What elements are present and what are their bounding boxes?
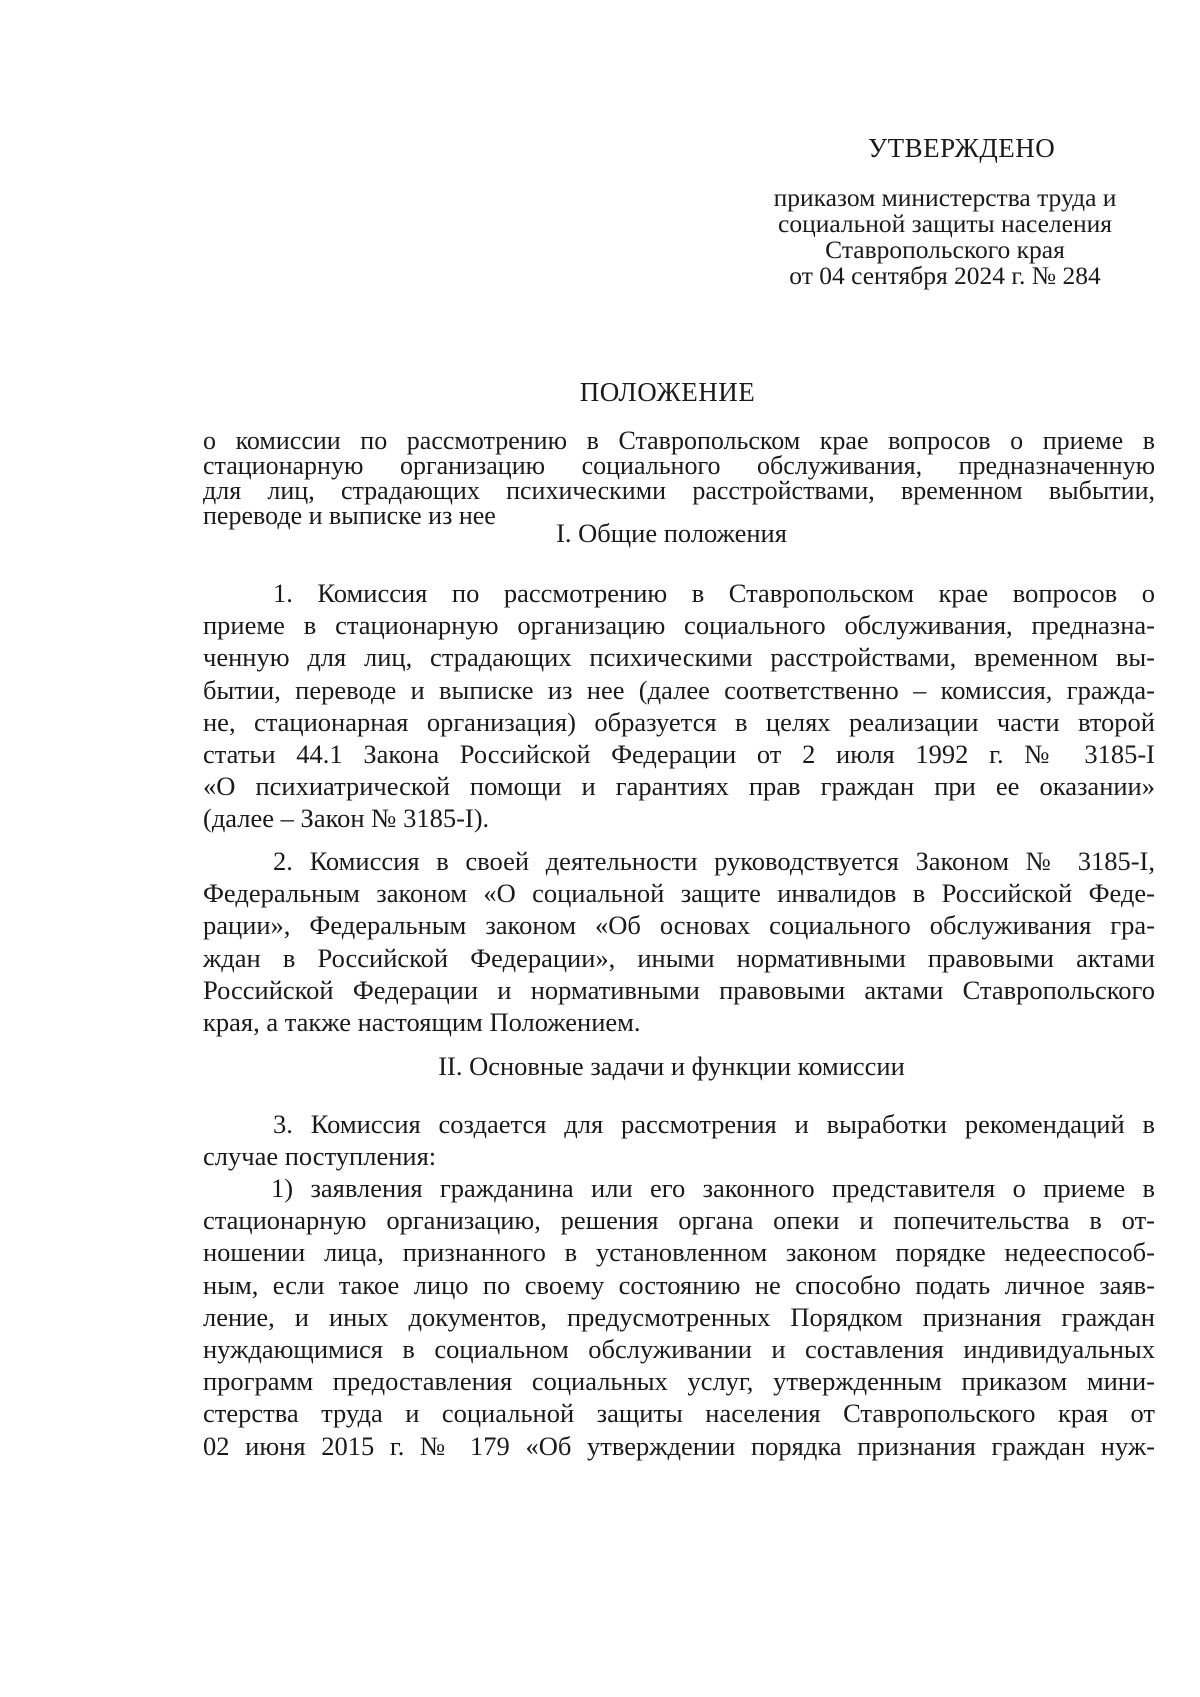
paragraph-line: (далее – Закон № 3185-I). <box>203 803 490 834</box>
paragraph-line: 1. Комиссия по рассмотрению в Ставропольском крае вопросов о <box>273 578 1155 608</box>
paragraph-line: нуждающимися в социальном обслуживании и составления индивидуальных <box>203 1334 1155 1365</box>
paragraph-line: стерства труда и социальной защиты населения Ставропольского края от <box>203 1398 1155 1429</box>
paragraph-line: не, стационарная организация) образуется в целях реализации части второй <box>203 706 1155 737</box>
paragraph-line: программ предоставления социальных услуг, утвержденным приказом мини- <box>203 1366 1155 1397</box>
paragraph-line: ношении лица, признанного в установленном законом порядке недееспособ- <box>203 1237 1155 1268</box>
paragraph-line: случае поступления: <box>203 1141 437 1172</box>
document-subtitle <box>203 428 1155 528</box>
document-title: ПОЛОЖЕНИЕ <box>579 377 756 407</box>
subtitle-line: переводе и выписке из нее <box>203 501 496 530</box>
paragraph-line: ждан в Российской Федерации», иными нормативными правовыми актами <box>203 942 1155 973</box>
paragraph-line: стационарную организацию, решения органа опеки и попечительства в от- <box>203 1205 1155 1236</box>
paragraph-line: «О психиатрической помощи и гарантиях прав граждан при ее оказании» <box>203 771 1155 802</box>
paragraph-line: приеме в стационарную организацию социального обслуживания, предназна- <box>203 610 1155 641</box>
paragraph-line: ченную для лиц, страдающих психическими расстройствами, временном вы- <box>203 642 1155 673</box>
paragraph-line: ным, если такое лицо по своему состоянию не способно подать личное заяв- <box>203 1269 1155 1300</box>
paragraph-line: 2. Комиссия в своей деятельности руководствуется Законом № 3185-I, <box>273 846 1155 876</box>
approval-line: социальной защиты населения <box>778 209 1112 238</box>
paragraph-line: Российской Федерации и нормативными правовыми актами Ставропольского <box>203 974 1155 1005</box>
section-heading-general: I. Общие положения <box>556 518 787 548</box>
subtitle-line: о комиссии по рассмотрению в Ставропольском крае вопросов о приеме в <box>203 426 1155 455</box>
section-heading-tasks: II. Основные задачи и функции комиссии <box>438 1051 905 1081</box>
paragraph-line: 02 июня 2015 г. № 179 «Об утверждении порядка признания граждан нуж- <box>203 1430 1155 1461</box>
paragraph-3 <box>203 1108 1155 1172</box>
paragraph-line: Федеральным законом «О социальной защите инвалидов в Российской Феде- <box>203 878 1155 909</box>
paragraph-line: статьи 44.1 Закона Российской Федерации от 2 июля 1992 г. № 3185-I <box>203 739 1155 770</box>
paragraph-4 <box>203 1172 1155 1462</box>
paragraph-line: края, а также настоящим Положением. <box>203 1007 641 1038</box>
approval-order-details <box>745 185 1145 289</box>
paragraph-2 <box>203 845 1155 1038</box>
approval-line: Ставропольского края <box>825 235 1065 264</box>
paragraph-line: 1) заявления гражданина или его законного представителя о приеме в <box>271 1173 1155 1203</box>
approval-line: приказом министерства труда и <box>773 183 1117 212</box>
paragraph-1 <box>203 577 1155 835</box>
paragraph-line: ление, и иных документов, предусмотренных Порядком признания граждан <box>203 1301 1155 1332</box>
subtitle-line: стационарную организацию социального обслуживания, предназначенную <box>203 451 1155 480</box>
paragraph-line: рации», Федеральным законом «Об основах социального обслуживания гра- <box>203 910 1155 941</box>
subtitle-line: для лиц, страдающих психическими расстройствами, временном выбытии, <box>203 476 1155 505</box>
approval-line: от 04 сентября 2024 г. № 284 <box>789 261 1101 290</box>
approval-stamp-title: УТВЕРЖДЕНО <box>868 133 1056 163</box>
paragraph-line: 3. Комиссия создается для рассмотрения и выработки рекомендаций в <box>273 1109 1155 1139</box>
paragraph-line: бытии, переводе и выписке из нее (далее соответственно – комиссия, гражда- <box>203 674 1155 705</box>
